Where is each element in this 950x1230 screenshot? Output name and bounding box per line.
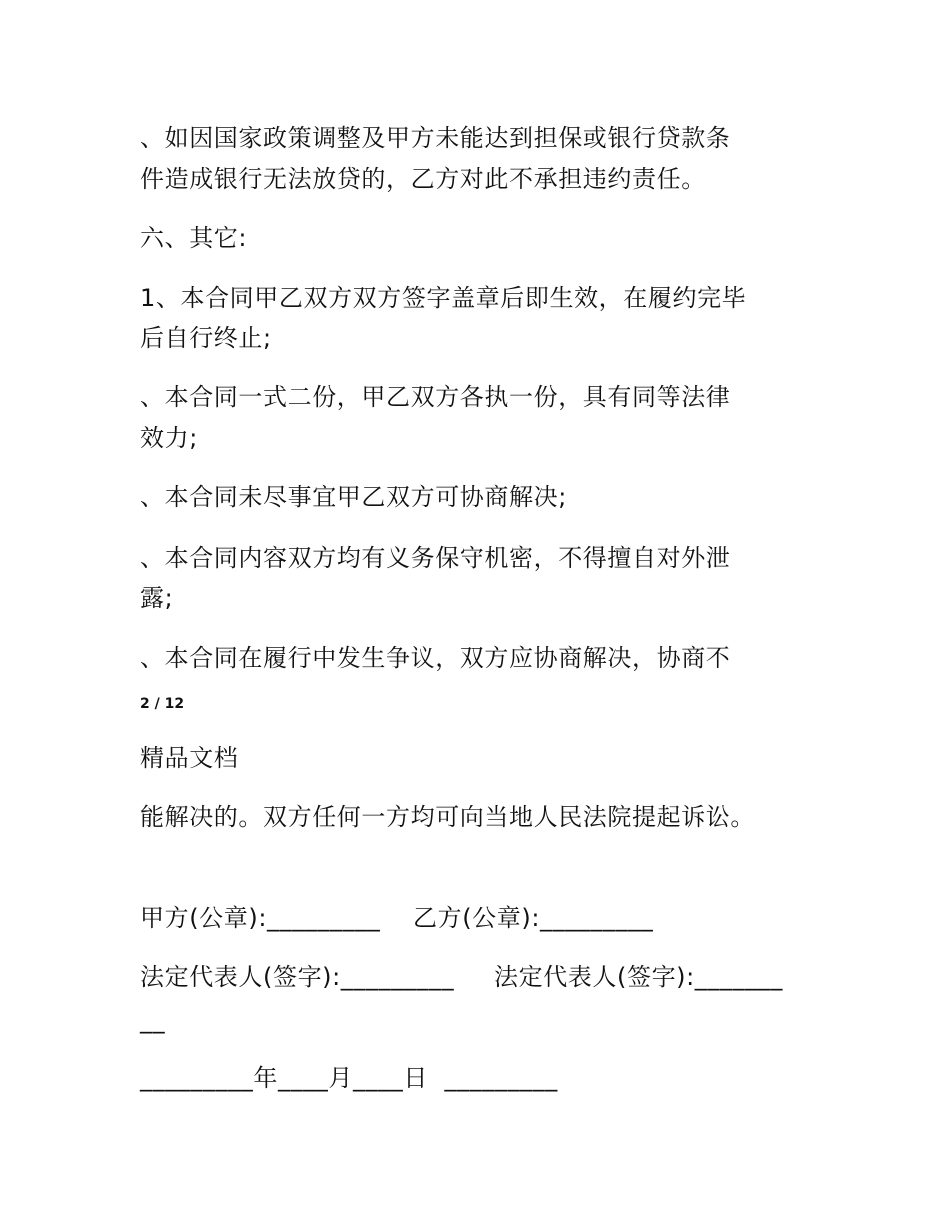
clause-line: 露; bbox=[140, 584, 174, 612]
document-header-label: 精品文档 bbox=[140, 744, 239, 772]
clause-line: 、如因国家政策调整及甲方未能达到担保或银行贷款条 bbox=[140, 124, 731, 152]
signature-party-a-seal: 甲方(公章):_________ bbox=[140, 904, 381, 932]
clause-line: 、本合同在履行中发生争议，双方应协商解决，协商不 bbox=[140, 644, 731, 672]
signature-party-b-rep-wrap: __ bbox=[140, 1006, 166, 1034]
signature-party-b-rep: 法定代表人(签字):_______ bbox=[494, 963, 784, 991]
clause-line: 能解决的。双方任何一方均可向当地人民法院提起诉讼。 bbox=[140, 803, 755, 831]
section-heading: 六、其它: bbox=[140, 224, 248, 252]
clause-line: 、本合同未尽事宜甲乙双方可协商解决; bbox=[140, 483, 567, 511]
signature-party-b-seal: 乙方(公章):_________ bbox=[413, 904, 654, 932]
clause-line: 1、本合同甲乙双方双方签字盖章后即生效，在履约完毕 bbox=[140, 284, 747, 312]
clause-line: 件造成银行无法放贷的，乙方对此不承担违约责任。 bbox=[140, 165, 706, 193]
clause-line: 后自行终止; bbox=[140, 324, 272, 352]
page-number: 2 / 12 bbox=[140, 696, 185, 712]
clause-line: 效力; bbox=[140, 424, 198, 452]
clause-line: 、本合同一式二份，甲乙双方各执一份，具有同等法律 bbox=[140, 383, 731, 411]
signature-party-a-rep: 法定代表人(签字):_________ bbox=[140, 963, 455, 991]
clause-line: 、本合同内容双方均有义务保守机密，不得擅自对外泄 bbox=[140, 544, 731, 572]
signature-date-line: _________年____月____日 _________ bbox=[140, 1064, 558, 1092]
